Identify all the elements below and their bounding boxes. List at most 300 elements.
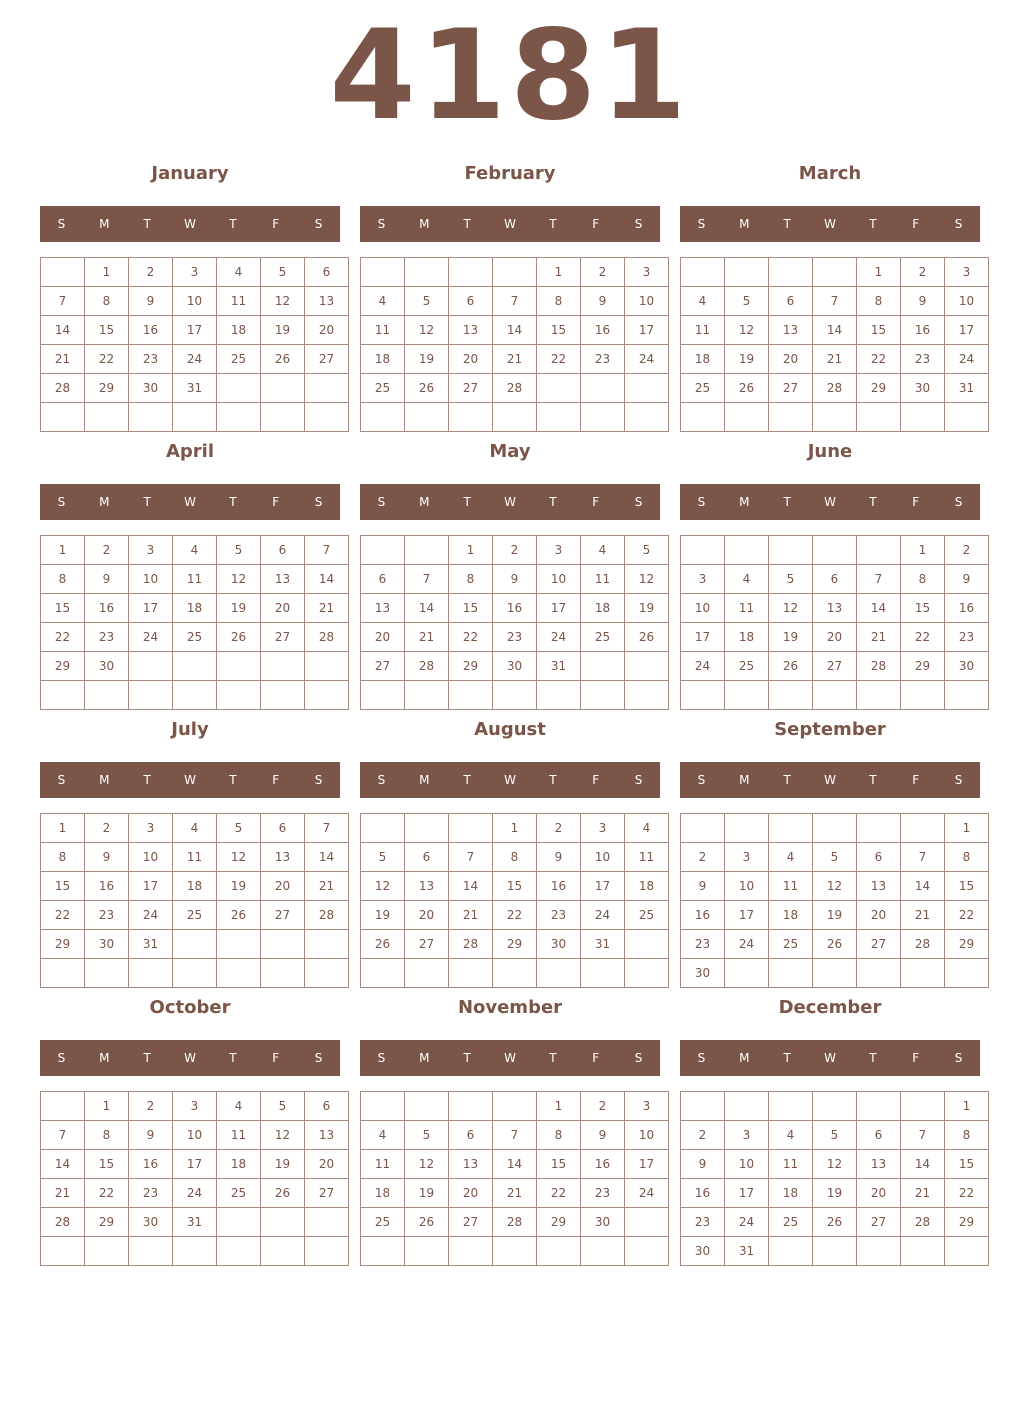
day-cell: 11: [581, 565, 625, 594]
day-cell: 19: [261, 1150, 305, 1179]
day-cell: 30: [581, 1208, 625, 1237]
week-row: [361, 1208, 669, 1237]
week-row: [681, 374, 989, 403]
week-row: [361, 1179, 669, 1208]
day-cell: 24: [129, 623, 173, 652]
month-july: [40, 712, 340, 951]
empty-cell: [305, 959, 349, 988]
month-march: [680, 156, 980, 395]
day-cell: 7: [493, 1121, 537, 1150]
day-cell: 14: [405, 594, 449, 623]
day-cell: 21: [305, 594, 349, 623]
week-row: [41, 287, 349, 316]
day-cell: 17: [581, 872, 625, 901]
week-row: [681, 814, 989, 843]
day-cell: 13: [813, 594, 857, 623]
weekday-label: M: [99, 217, 110, 231]
day-cell: 30: [129, 374, 173, 403]
empty-cell: [769, 814, 813, 843]
empty-cell: [173, 403, 217, 432]
day-cell: 13: [261, 843, 305, 872]
week-row: [361, 287, 669, 316]
day-cell: 17: [681, 623, 725, 652]
month-name: December: [778, 997, 882, 1018]
day-cell: 30: [681, 1237, 725, 1266]
day-cell: 21: [405, 623, 449, 652]
day-cell: 10: [537, 565, 581, 594]
empty-cell: [813, 403, 857, 432]
week-row: [361, 345, 669, 374]
weekday-label: W: [504, 495, 516, 509]
day-cell: 27: [769, 374, 813, 403]
weekday-label: S: [697, 495, 706, 509]
weekday-label: M: [419, 495, 430, 509]
day-cell: 7: [41, 1121, 85, 1150]
day-cell: 24: [173, 1179, 217, 1208]
day-cell: 7: [305, 536, 349, 565]
day-cell: 21: [41, 1179, 85, 1208]
week-row: [361, 1092, 669, 1121]
day-cell: 27: [405, 930, 449, 959]
day-cell: 18: [361, 345, 405, 374]
empty-cell: [449, 959, 493, 988]
day-cell: 30: [901, 374, 945, 403]
day-cell: 30: [129, 1208, 173, 1237]
day-cell: 29: [85, 374, 129, 403]
empty-cell: [581, 403, 625, 432]
day-cell: 18: [625, 872, 669, 901]
weekday-label: S: [634, 495, 643, 509]
day-cell: 23: [901, 345, 945, 374]
weekday-label: F: [592, 495, 600, 509]
week-row: [681, 1237, 989, 1266]
weekday-label: S: [634, 217, 643, 231]
day-grid: [360, 257, 669, 432]
day-cell: 17: [725, 1179, 769, 1208]
day-cell: 11: [217, 287, 261, 316]
day-cell: 29: [901, 652, 945, 681]
day-cell: 13: [857, 1150, 901, 1179]
empty-cell: [493, 959, 537, 988]
day-cell: 22: [85, 345, 129, 374]
week-row: [361, 623, 669, 652]
day-cell: 5: [769, 565, 813, 594]
empty-cell: [305, 930, 349, 959]
day-cell: 6: [813, 565, 857, 594]
day-cell: 17: [129, 872, 173, 901]
empty-cell: [769, 403, 813, 432]
weekday-label: F: [912, 495, 920, 509]
day-cell: 7: [493, 287, 537, 316]
empty-cell: [725, 1092, 769, 1121]
day-cell: 14: [901, 872, 945, 901]
week-row: [41, 814, 349, 843]
day-cell: 21: [493, 345, 537, 374]
week-row: [41, 623, 349, 652]
week-row: [681, 1121, 989, 1150]
weekday-label: S: [314, 217, 323, 231]
empty-cell: [41, 1237, 85, 1266]
empty-cell: [129, 959, 173, 988]
week-row: [681, 959, 989, 988]
empty-cell: [305, 374, 349, 403]
day-cell: 9: [129, 287, 173, 316]
weekday-label: T: [783, 217, 791, 231]
week-row: [41, 872, 349, 901]
empty-cell: [173, 681, 217, 710]
day-cell: 17: [945, 316, 989, 345]
empty-cell: [537, 403, 581, 432]
empty-cell: [261, 374, 305, 403]
weekday-label: W: [184, 495, 196, 509]
day-cell: 13: [449, 316, 493, 345]
weekday-label: T: [869, 1051, 877, 1065]
empty-cell: [41, 959, 85, 988]
day-cell: 14: [493, 316, 537, 345]
weekday-label: S: [634, 773, 643, 787]
day-cell: 15: [85, 1150, 129, 1179]
day-cell: 24: [537, 623, 581, 652]
day-cell: 4: [769, 843, 813, 872]
day-cell: 29: [41, 652, 85, 681]
day-cell: 27: [361, 652, 405, 681]
day-cell: 31: [173, 374, 217, 403]
empty-cell: [725, 959, 769, 988]
month-name: March: [798, 163, 862, 184]
weekday-label: W: [184, 1051, 196, 1065]
day-cell: 29: [41, 930, 85, 959]
week-row: [681, 258, 989, 287]
month-name: October: [149, 997, 231, 1018]
week-row: [681, 1208, 989, 1237]
week-row: [361, 1237, 669, 1266]
day-cell: 2: [681, 1121, 725, 1150]
empty-cell: [813, 681, 857, 710]
weekday-label: T: [463, 773, 471, 787]
empty-cell: [945, 959, 989, 988]
empty-cell: [725, 258, 769, 287]
month-name: April: [165, 441, 215, 462]
week-row: [681, 652, 989, 681]
day-cell: 30: [537, 930, 581, 959]
empty-cell: [813, 814, 857, 843]
day-cell: 1: [537, 258, 581, 287]
day-cell: 27: [261, 623, 305, 652]
weekday-label: W: [824, 495, 836, 509]
empty-cell: [857, 536, 901, 565]
empty-cell: [857, 1237, 901, 1266]
day-cell: 18: [173, 594, 217, 623]
day-cell: 28: [449, 930, 493, 959]
day-cell: 20: [813, 623, 857, 652]
day-cell: 16: [581, 316, 625, 345]
empty-cell: [493, 1237, 537, 1266]
day-cell: 28: [405, 652, 449, 681]
day-cell: 12: [261, 1121, 305, 1150]
day-cell: 6: [449, 1121, 493, 1150]
day-cell: 2: [537, 814, 581, 843]
empty-cell: [173, 930, 217, 959]
week-row: [681, 681, 989, 710]
day-cell: 1: [945, 1092, 989, 1121]
day-cell: 11: [769, 872, 813, 901]
weekday-header: [40, 762, 340, 798]
day-cell: 20: [305, 1150, 349, 1179]
day-cell: 26: [217, 623, 261, 652]
day-cell: 8: [945, 843, 989, 872]
weekday-header: [360, 484, 660, 520]
day-cell: 24: [129, 901, 173, 930]
empty-cell: [625, 1208, 669, 1237]
empty-cell: [625, 374, 669, 403]
day-cell: 25: [217, 345, 261, 374]
day-cell: 16: [901, 316, 945, 345]
empty-cell: [361, 258, 405, 287]
day-cell: 19: [217, 594, 261, 623]
weekday-label: F: [272, 773, 280, 787]
weekday-header: [40, 206, 340, 242]
empty-cell: [581, 681, 625, 710]
day-cell: 4: [173, 536, 217, 565]
weekday-header: [360, 1040, 660, 1076]
empty-cell: [725, 814, 769, 843]
weekday-label: S: [697, 773, 706, 787]
weekday-label: F: [272, 495, 280, 509]
weekday-label: T: [869, 495, 877, 509]
weekday-label: T: [229, 217, 237, 231]
day-cell: 5: [725, 287, 769, 316]
day-cell: 29: [493, 930, 537, 959]
day-cell: 30: [945, 652, 989, 681]
weekday-label: T: [783, 773, 791, 787]
empty-cell: [217, 959, 261, 988]
day-cell: 8: [857, 287, 901, 316]
day-cell: 20: [361, 623, 405, 652]
empty-cell: [261, 403, 305, 432]
day-cell: 3: [173, 1092, 217, 1121]
week-row: [361, 258, 669, 287]
day-cell: 5: [405, 1121, 449, 1150]
day-cell: 17: [725, 901, 769, 930]
day-cell: 23: [581, 345, 625, 374]
day-cell: 1: [857, 258, 901, 287]
day-cell: 11: [173, 565, 217, 594]
day-cell: 18: [769, 901, 813, 930]
day-cell: 14: [493, 1150, 537, 1179]
empty-cell: [625, 681, 669, 710]
day-cell: 16: [85, 872, 129, 901]
day-cell: 6: [405, 843, 449, 872]
weekday-header: [40, 484, 340, 520]
empty-cell: [769, 681, 813, 710]
day-cell: 1: [85, 258, 129, 287]
weekday-header: [360, 206, 660, 242]
day-cell: 22: [41, 623, 85, 652]
empty-cell: [217, 1208, 261, 1237]
day-cell: 23: [681, 930, 725, 959]
day-cell: 3: [537, 536, 581, 565]
week-row: [41, 594, 349, 623]
day-cell: 3: [581, 814, 625, 843]
day-cell: 22: [537, 1179, 581, 1208]
empty-cell: [41, 258, 85, 287]
day-cell: 2: [129, 258, 173, 287]
day-cell: 11: [361, 1150, 405, 1179]
week-row: [41, 374, 349, 403]
empty-cell: [901, 1237, 945, 1266]
week-row: [41, 1237, 349, 1266]
day-cell: 4: [361, 287, 405, 316]
empty-cell: [449, 403, 493, 432]
day-cell: 10: [681, 594, 725, 623]
day-cell: 18: [581, 594, 625, 623]
day-cell: 19: [813, 1179, 857, 1208]
empty-cell: [173, 959, 217, 988]
day-cell: 14: [41, 316, 85, 345]
day-cell: 9: [129, 1121, 173, 1150]
day-cell: 9: [581, 287, 625, 316]
day-cell: 8: [41, 565, 85, 594]
day-cell: 20: [449, 1179, 493, 1208]
weekday-label: W: [504, 1051, 516, 1065]
weekday-label: S: [377, 773, 386, 787]
empty-cell: [581, 652, 625, 681]
day-cell: 1: [537, 1092, 581, 1121]
empty-cell: [405, 403, 449, 432]
weekday-label: T: [463, 1051, 471, 1065]
month-october: [40, 990, 340, 1229]
week-row: [681, 287, 989, 316]
day-cell: 4: [769, 1121, 813, 1150]
weekday-label: T: [783, 1051, 791, 1065]
day-cell: 4: [217, 1092, 261, 1121]
empty-cell: [129, 681, 173, 710]
day-cell: 3: [129, 536, 173, 565]
day-cell: 12: [217, 565, 261, 594]
week-row: [361, 681, 669, 710]
day-cell: 15: [857, 316, 901, 345]
weekday-label: W: [824, 1051, 836, 1065]
day-cell: 28: [41, 374, 85, 403]
week-row: [41, 1092, 349, 1121]
day-cell: 13: [305, 1121, 349, 1150]
month-may: [360, 434, 660, 673]
day-cell: 21: [813, 345, 857, 374]
day-cell: 24: [681, 652, 725, 681]
day-cell: 15: [85, 316, 129, 345]
day-cell: 7: [901, 843, 945, 872]
empty-cell: [449, 1237, 493, 1266]
day-cell: 19: [725, 345, 769, 374]
weekday-label: S: [634, 1051, 643, 1065]
weekday-label: T: [143, 1051, 151, 1065]
day-cell: 29: [857, 374, 901, 403]
empty-cell: [537, 1237, 581, 1266]
day-cell: 12: [769, 594, 813, 623]
day-cell: 8: [85, 1121, 129, 1150]
day-cell: 23: [85, 623, 129, 652]
day-cell: 1: [41, 814, 85, 843]
day-cell: 6: [305, 258, 349, 287]
day-cell: 11: [625, 843, 669, 872]
day-cell: 4: [361, 1121, 405, 1150]
weekday-header: [680, 1040, 980, 1076]
day-cell: 20: [261, 872, 305, 901]
day-cell: 8: [41, 843, 85, 872]
day-grid: [680, 1091, 989, 1266]
day-cell: 28: [305, 623, 349, 652]
day-cell: 10: [625, 287, 669, 316]
day-cell: 19: [217, 872, 261, 901]
day-cell: 3: [625, 258, 669, 287]
day-cell: 31: [581, 930, 625, 959]
day-cell: 17: [625, 316, 669, 345]
day-cell: 26: [261, 1179, 305, 1208]
weekday-header: [680, 762, 980, 798]
week-row: [41, 1150, 349, 1179]
empty-cell: [945, 1237, 989, 1266]
empty-cell: [769, 536, 813, 565]
day-cell: 15: [945, 872, 989, 901]
weekday-label: W: [504, 217, 516, 231]
day-cell: 11: [173, 843, 217, 872]
day-cell: 4: [725, 565, 769, 594]
day-cell: 21: [449, 901, 493, 930]
day-cell: 4: [581, 536, 625, 565]
day-cell: 27: [857, 1208, 901, 1237]
month-name: February: [464, 163, 556, 184]
day-cell: 25: [173, 623, 217, 652]
weekday-label: T: [869, 217, 877, 231]
weekday-label: S: [314, 495, 323, 509]
weekday-header: [680, 484, 980, 520]
weekday-label: W: [184, 773, 196, 787]
empty-cell: [945, 403, 989, 432]
empty-cell: [261, 1208, 305, 1237]
day-cell: 9: [85, 843, 129, 872]
empty-cell: [173, 1237, 217, 1266]
empty-cell: [85, 403, 129, 432]
day-cell: 14: [449, 872, 493, 901]
day-cell: 3: [681, 565, 725, 594]
empty-cell: [305, 403, 349, 432]
day-cell: 12: [625, 565, 669, 594]
day-cell: 25: [361, 374, 405, 403]
week-row: [41, 959, 349, 988]
empty-cell: [361, 536, 405, 565]
day-cell: 24: [945, 345, 989, 374]
week-row: [681, 1179, 989, 1208]
day-cell: 25: [681, 374, 725, 403]
weekday-label: M: [99, 495, 110, 509]
empty-cell: [725, 403, 769, 432]
day-cell: 25: [725, 652, 769, 681]
day-cell: 27: [449, 374, 493, 403]
empty-cell: [361, 814, 405, 843]
day-cell: 9: [681, 872, 725, 901]
weekday-label: T: [143, 495, 151, 509]
day-cell: 29: [945, 1208, 989, 1237]
weekday-label: M: [739, 773, 750, 787]
week-row: [41, 843, 349, 872]
day-cell: 31: [129, 930, 173, 959]
day-cell: 3: [625, 1092, 669, 1121]
empty-cell: [261, 652, 305, 681]
day-cell: 21: [857, 623, 901, 652]
empty-cell: [449, 814, 493, 843]
weekday-label: S: [697, 217, 706, 231]
empty-cell: [217, 681, 261, 710]
